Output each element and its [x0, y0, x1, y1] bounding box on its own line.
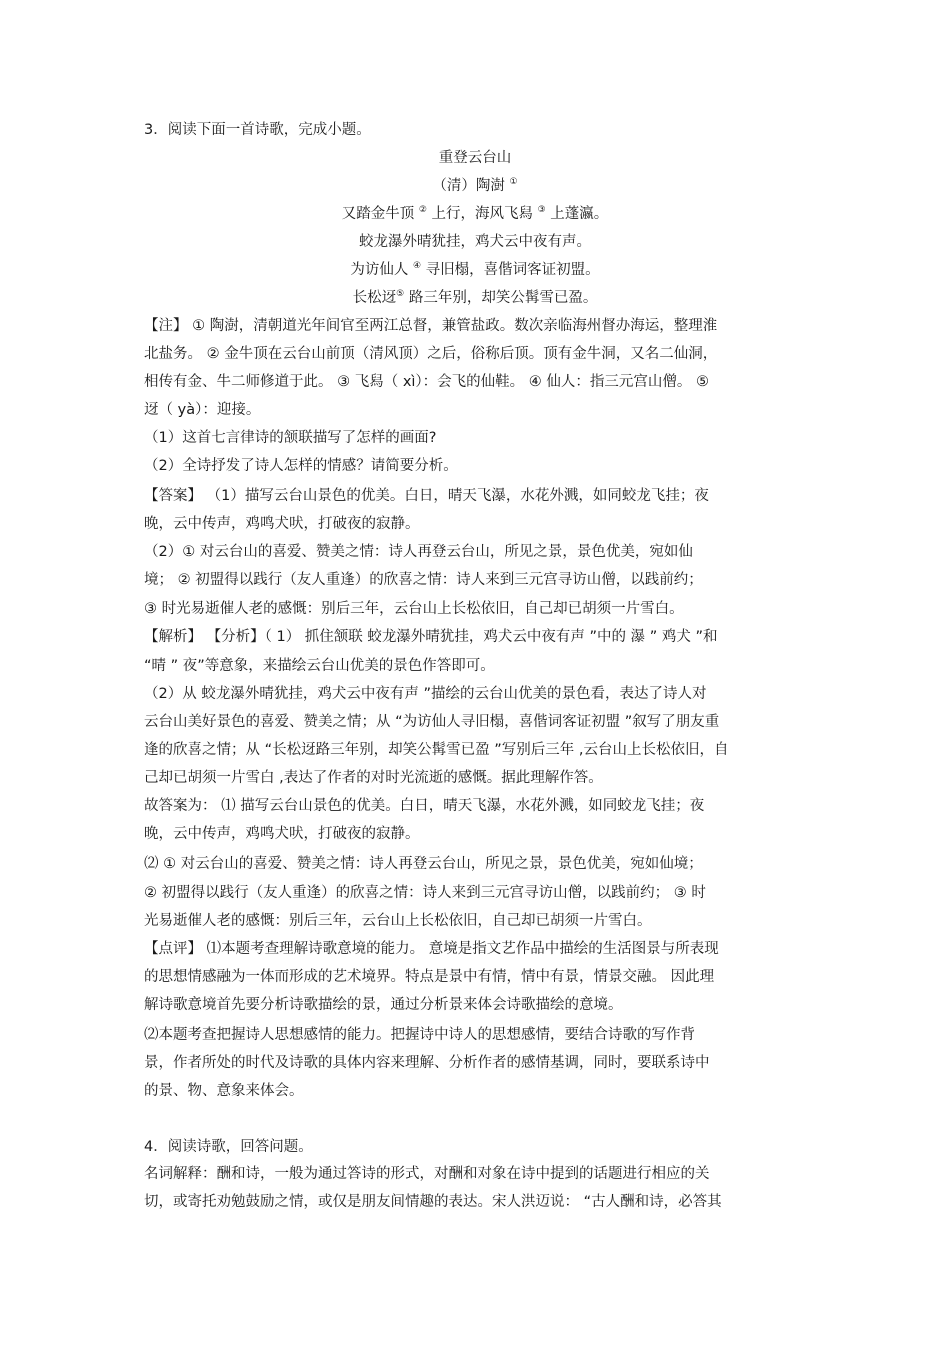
poem-line-3-note-4: ④	[412, 261, 422, 271]
text-line: 【注】 ① 陶澍，清朝道光年间官至两江总督，兼管盐政。数次亲临海州督办海运，整理淮	[144, 318, 718, 334]
poem-author	[0, 176, 950, 196]
poem-line-1-part-b: 上行，海风飞舄	[431, 206, 533, 222]
sub-question-2: （2）全诗抒发了诗人怎样的情感？请简要分析。	[144, 458, 458, 474]
poem-line-3-part-b: 寻旧榻，喜偕词客证初盟。	[425, 262, 600, 278]
answer-line: （2）① 对云台山的喜爱、赞美之情：诗人再登云台山，所见之景，景色优美，宛如仙	[144, 544, 693, 560]
answer-line: 晚，云中传声，鸡鸣犬吠，打破夜的寂静。	[144, 516, 420, 532]
analysis-line: “晴 ” 夜”等意象，来描绘云台山优美的景色作答即可。	[144, 658, 495, 674]
poem-line-4-part-a: 长松迓	[352, 290, 397, 306]
comment-line: 的景、物、意象来体会。	[144, 1083, 304, 1099]
answer-line: 境； ② 初盟得以践行（友人重逢）的欣喜之情：诗人来到三元宫寻访山僧，以践前约；	[144, 572, 703, 588]
poem-line-4-part-b: 路三年别，却笑公髯雪已盈。	[408, 290, 598, 306]
analysis-line: 逢的欣喜之情；从 “长松迓路三年别，却笑公髯雪已盈 ”写别后三年 ,云台山上长松依旧，自	[144, 742, 729, 758]
comment-line: 景，作者所处的时代及诗歌的具体内容来理解、分析作者的感情基调，同时，要联系诗中	[144, 1055, 710, 1071]
answer-line: ③ 时光易逝催人老的感慨：别后三年，云台山上长松依旧，自己却已胡须一片雪白。	[144, 601, 684, 617]
text-line: 迓（ yà）：迎接。	[144, 402, 261, 418]
analysis-line: 己却已胡须一片雪白 ,表达了作者的对时光流逝的感慨。据此理解作答。	[144, 770, 603, 786]
poem-line-1-note-3: ③	[537, 205, 546, 215]
poem-line-2: 蛟龙瀑外晴犹挂，鸡犬云中夜有声。	[359, 234, 591, 250]
comment-line: 解诗歌意境首先要分析诗歌描绘的景，通过分析景来体会诗歌描绘的意境。	[144, 997, 623, 1013]
poem-line-1-note-2: ②	[418, 205, 427, 215]
question-4-heading: 4．阅读诗歌，回答问题。	[144, 1139, 313, 1155]
comment-line: 【点评】 ⑴本题考查理解诗歌意境的能力。 意境是指文艺作品中描绘的生活图景与所表现	[144, 941, 719, 957]
poem-author-text: （清）陶澍	[432, 178, 505, 194]
poem-line-3	[0, 260, 950, 280]
poem-line-4-note-5: ⑤	[396, 289, 405, 299]
analysis-line: （2）从 蛟龙瀑外晴犹挂，鸡犬云中夜有声 ”描绘的云台山优美的景色看，表达了诗人对	[144, 686, 707, 702]
final-answer-line: ⑵ ① 对云台山的喜爱、赞美之情：诗人再登云台山，所见之景，景色优美，宛如仙境；	[144, 856, 703, 872]
text-line: 名词解释：酬和诗，一般为通过答诗的形式，对酬和对象在诗中提到的话题进行相应的关	[144, 1166, 710, 1182]
text-line: 相传有金、牛二师修道于此。 ③ 飞舄（ xì）：会飞的仙鞋。 ④ 仙人：指三元宫山僧。 ⑤	[144, 374, 710, 390]
analysis-line: 云台山美好景色的喜爱、赞美之情；从 “为访仙人寻旧榻，喜偕词客证初盟 ”叙写了朋友重	[144, 714, 720, 730]
text-line: 切，或寄托劝勉鼓励之情，或仅是朋友间情趣的表达。宋人洪迈说： “古人酬和诗，必答其	[144, 1194, 722, 1210]
comment-line: ⑵本题考查把握诗人思想感情的能力。把握诗中诗人的思想感情，要结合诗歌的写作背	[144, 1027, 695, 1043]
final-answer-line: 光易逝催人老的感慨：别后三年，云台山上长松依旧，自己却已胡须一片雪白。	[144, 913, 652, 929]
comment-line: 的思想情感融为一体而形成的艺术境界。特点是景中有情，情中有景，情景交融。 因此理	[144, 969, 715, 985]
answer-line: 【答案】 （1）描写云台山景色的优美。白日，晴天飞瀑，水花外溅，如同蛟龙飞挂；夜	[144, 488, 709, 504]
poem-author-note: ①	[509, 177, 518, 187]
final-answer-line: 晚，云中传声，鸡鸣犬吠，打破夜的寂静。	[144, 826, 420, 842]
final-answer-line: 故答案为： ⑴ 描写云台山景色的优美。白日，晴天飞瀑，水花外溅，如同蛟龙飞挂；夜	[144, 798, 705, 814]
final-answer-line: ② 初盟得以践行（友人重逢）的欣喜之情：诗人来到三元宫寻访山僧，以践前约； ③ 时	[144, 885, 706, 901]
poem-line-1-part-c: 上蓬瀛。	[550, 206, 609, 222]
analysis-line: 【解析】 【分析】（ 1） 抓住颔联 蛟龙瀑外晴犹挂，鸡犬云中夜有声 ”中的 瀑 ” 鸡犬 ”和	[144, 629, 718, 645]
question-3-heading: 3．阅读下面一首诗歌，完成小题。	[144, 122, 371, 138]
poem-line-3-part-a: 为访仙人	[350, 262, 409, 278]
poem-title: 重登云台山	[438, 150, 512, 166]
sub-question-1: （1）这首七言律诗的颔联描写了怎样的画面?	[144, 430, 437, 446]
poem-line-1-part-a: 又踏金牛顶	[341, 206, 415, 222]
poem-line-1	[0, 204, 950, 224]
poem-line-4	[0, 288, 950, 308]
text-line: 北盐务。 ② 金牛顶在云台山前顶（清风顶）之后，俗称后顶。顶有金牛洞，又名二仙洞，	[144, 346, 718, 362]
